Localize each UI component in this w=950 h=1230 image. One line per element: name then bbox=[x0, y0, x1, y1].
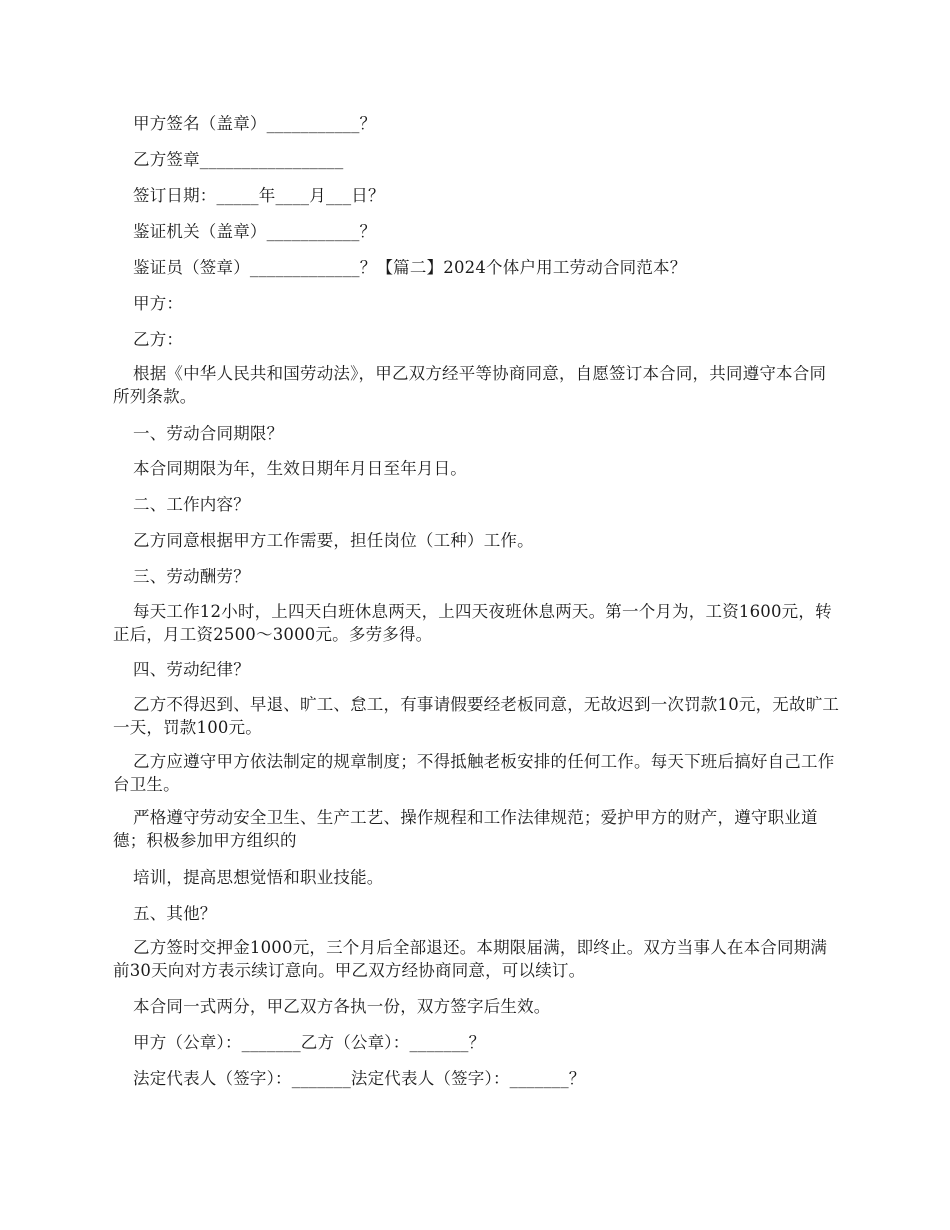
section-heading-5: 五、其他？ bbox=[133, 904, 217, 923]
discipline-paragraph-2: 乙方应遵守甲方依法制定的规章制度；不得抵触老板安排的任何工作。每天下班后搞好自己工作台卫生。 bbox=[113, 752, 835, 794]
company-seal-line: 甲方（公章）：_______乙方（公章）：_______？ bbox=[133, 1033, 486, 1052]
party-a-label: 甲方： bbox=[133, 294, 184, 313]
party-b-label: 乙方： bbox=[133, 330, 184, 349]
section-heading-2: 二、工作内容？ bbox=[133, 495, 250, 514]
notary-officer-and-section-title: 鉴证员（签章）_____________？【篇二】2024个体户用工劳动合同范本？ bbox=[133, 258, 687, 277]
signing-date: 签订日期：_____年____月___日？ bbox=[133, 186, 385, 205]
work-content-paragraph: 乙方同意根据甲方工作需要，担任岗位（工种）工作。 bbox=[133, 531, 534, 550]
discipline-paragraph-4: 培训，提高思想觉悟和职业技能。 bbox=[133, 868, 384, 887]
discipline-paragraph-3: 严格遵守劳动安全卫生、生产工艺、操作规程和工作法律规范；爱护甲方的财产，遵守职业道德；积极参加甲方组织的 bbox=[113, 808, 818, 850]
signature-party-a: 甲方签名（盖章）___________？ bbox=[133, 114, 377, 133]
remuneration-paragraph: 每天工作12小时，上四天白班休息两天，上四天夜班休息两天。第一个月为，工资1600元，转正后，月工资2500～3000元。多劳多得。 bbox=[113, 602, 832, 644]
discipline-paragraph-1: 乙方不得迟到、早退、旷工、怠工，有事请假要经老板同意，无故迟到一次罚款10元，无故旷工一天，罚款100元。 bbox=[113, 695, 840, 737]
section-heading-4: 四、劳动纪律？ bbox=[133, 660, 250, 679]
preamble-paragraph: 根据《中华人民共和国劳动法》，甲乙双方经平等协商同意，自愿签订本合同，共同遵守本合同所列条款。 bbox=[113, 364, 827, 406]
section-heading-3: 三、劳动酬劳？ bbox=[133, 567, 250, 586]
signature-party-b: 乙方签章_________________ bbox=[133, 150, 344, 169]
notary-authority: 鉴证机关（盖章）___________？ bbox=[133, 222, 377, 241]
legal-representative-line: 法定代表人（签字）：_______法定代表人（签字）：_______？ bbox=[133, 1069, 586, 1088]
copies-paragraph: 本合同一式两分，甲乙双方各执一份，双方签字后生效。 bbox=[133, 997, 551, 1016]
section-heading-1: 一、劳动合同期限？ bbox=[133, 424, 284, 443]
contract-term-paragraph: 本合同期限为年，生效日期年月日至年月日。 bbox=[133, 459, 467, 478]
other-terms-paragraph: 乙方签时交押金1000元，三个月后全部退还。本期限届满，即终止。双方当事人在本合同期满前30天向对方表示续订意向。甲乙双方经协商同意，可以续订。 bbox=[113, 938, 828, 980]
